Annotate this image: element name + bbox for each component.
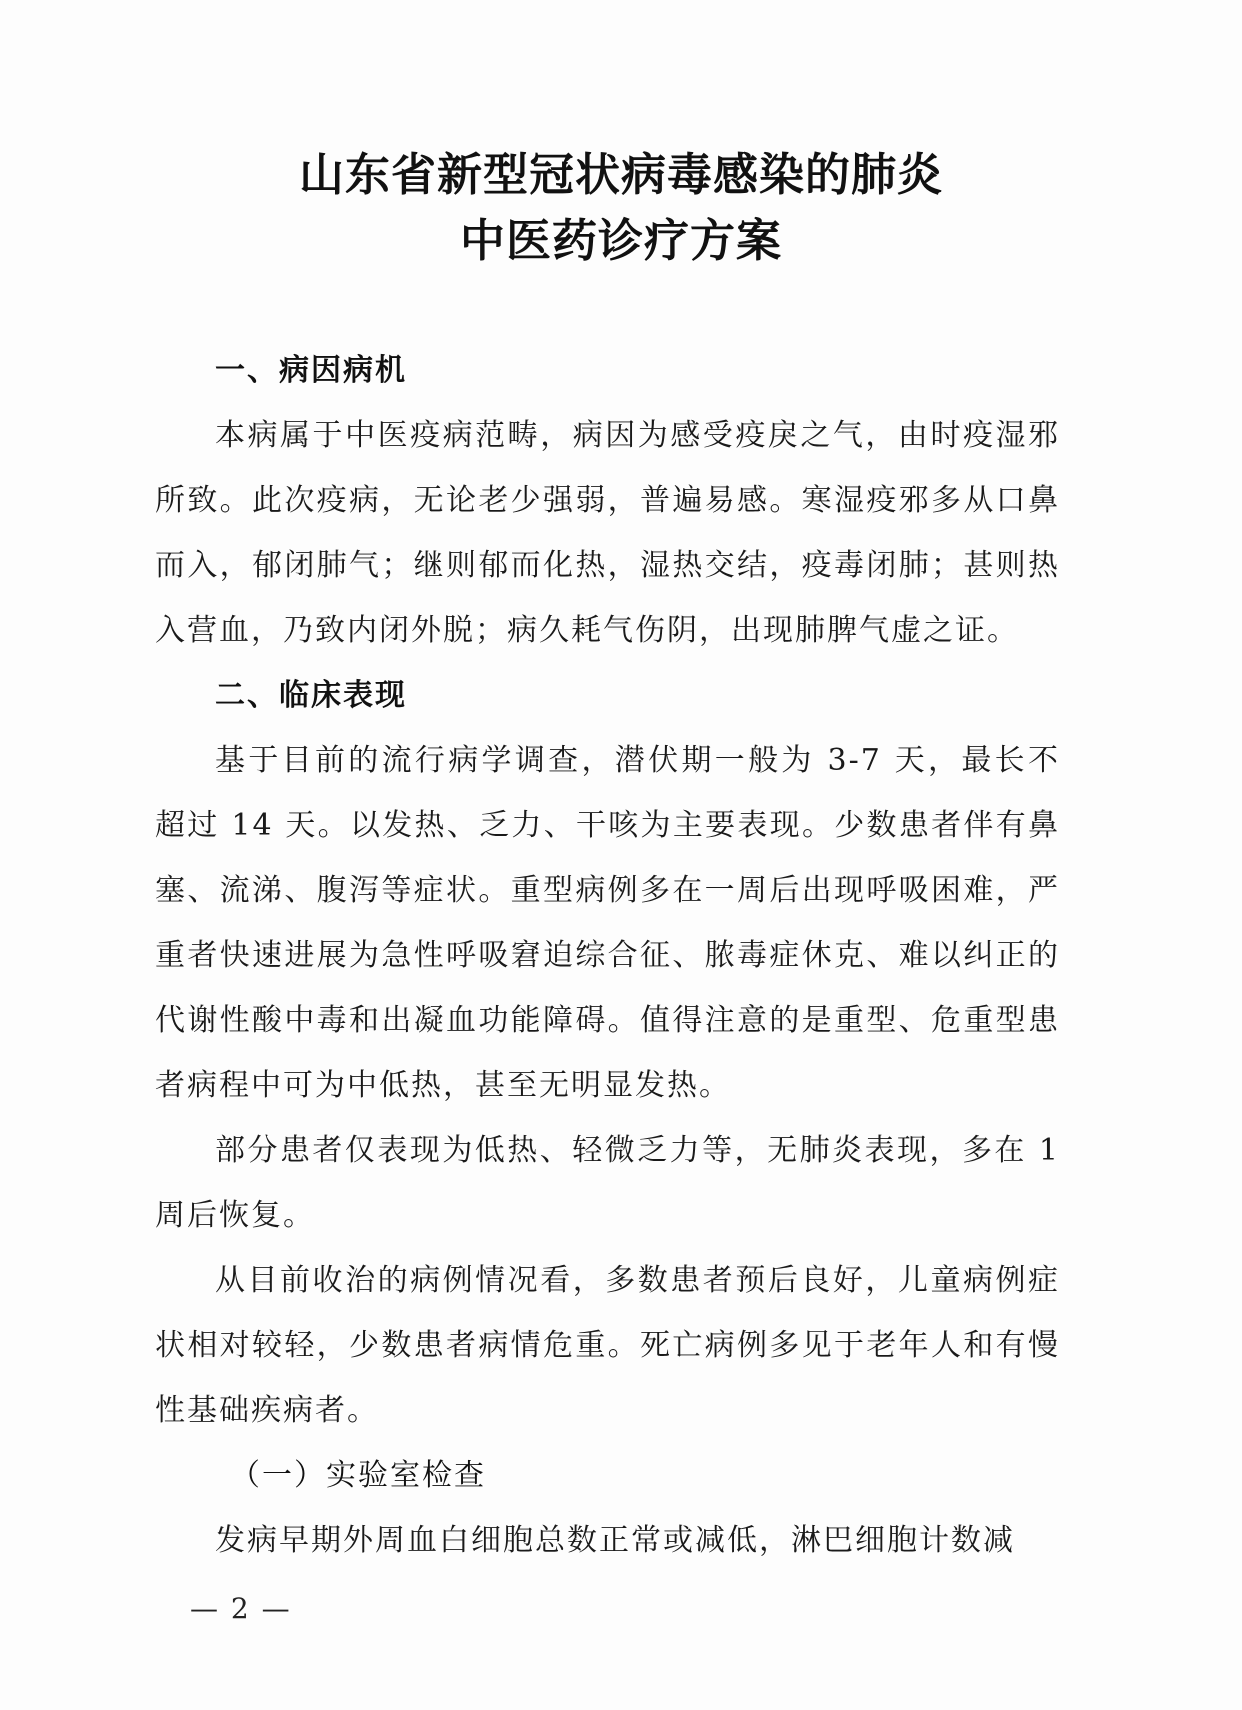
- subsection-heading-lab: （一）实验室检查: [230, 1458, 486, 1493]
- paragraph-clinical-2: 部分患者仅表现为低热、轻微乏力等，无肺炎表现，多在 1 周后恢复。: [155, 1133, 1060, 1233]
- document-body: [155, 338, 1060, 1573]
- paragraph-clinical-1: 基于目前的流行病学调查，潜伏期一般为 3-7 天，最长不超过 14 天。以发热、乏力、干咳为主要表现。少数患者伴有鼻塞、流涕、腹泻等症状。重型病例多在一周后出现呼吸困难，严重者快速进展为急性呼吸窘迫综合征、脓毒症休克、难以纠正的代谢性酸中毒和出凝血功能障碍。值得注意的是重型、危重型患者病程中可为中低热，甚至无明显发热。: [155, 743, 1060, 1103]
- paragraph-clinical-3: 从目前收治的病例情况看，多数患者预后良好，儿童病例症状相对较轻，少数患者病情危重。死亡病例多见于老年人和有慢性基础疾病者。: [155, 1263, 1060, 1428]
- section-heading-clinical: 二、临床表现: [215, 678, 407, 713]
- document-title-line2: 中医药诊疗方案: [459, 214, 782, 267]
- section-heading-etiology: 一、病因病机: [215, 353, 407, 388]
- paragraph-etiology: 本病属于中医疫病范畴，病因为感受疫戾之气，由时疫湿邪所致。此次疫病，无论老少强弱，普遍易感。寒湿疫邪多从口鼻而入，郁闭肺气；继则郁而化热，湿热交结，疫毒闭肺；甚则热入营血，乃致内闭外脱；病久耗气伤阴，出现肺脾气虚之证。: [155, 418, 1060, 648]
- document-title-line1: 山东省新型冠状病毒感染的肺炎: [298, 148, 943, 201]
- page-number: — 2 —: [190, 1592, 292, 1625]
- paragraph-lab-1: 发病早期外周血白细胞总数正常或减低，淋巴细胞计数减: [215, 1523, 1015, 1558]
